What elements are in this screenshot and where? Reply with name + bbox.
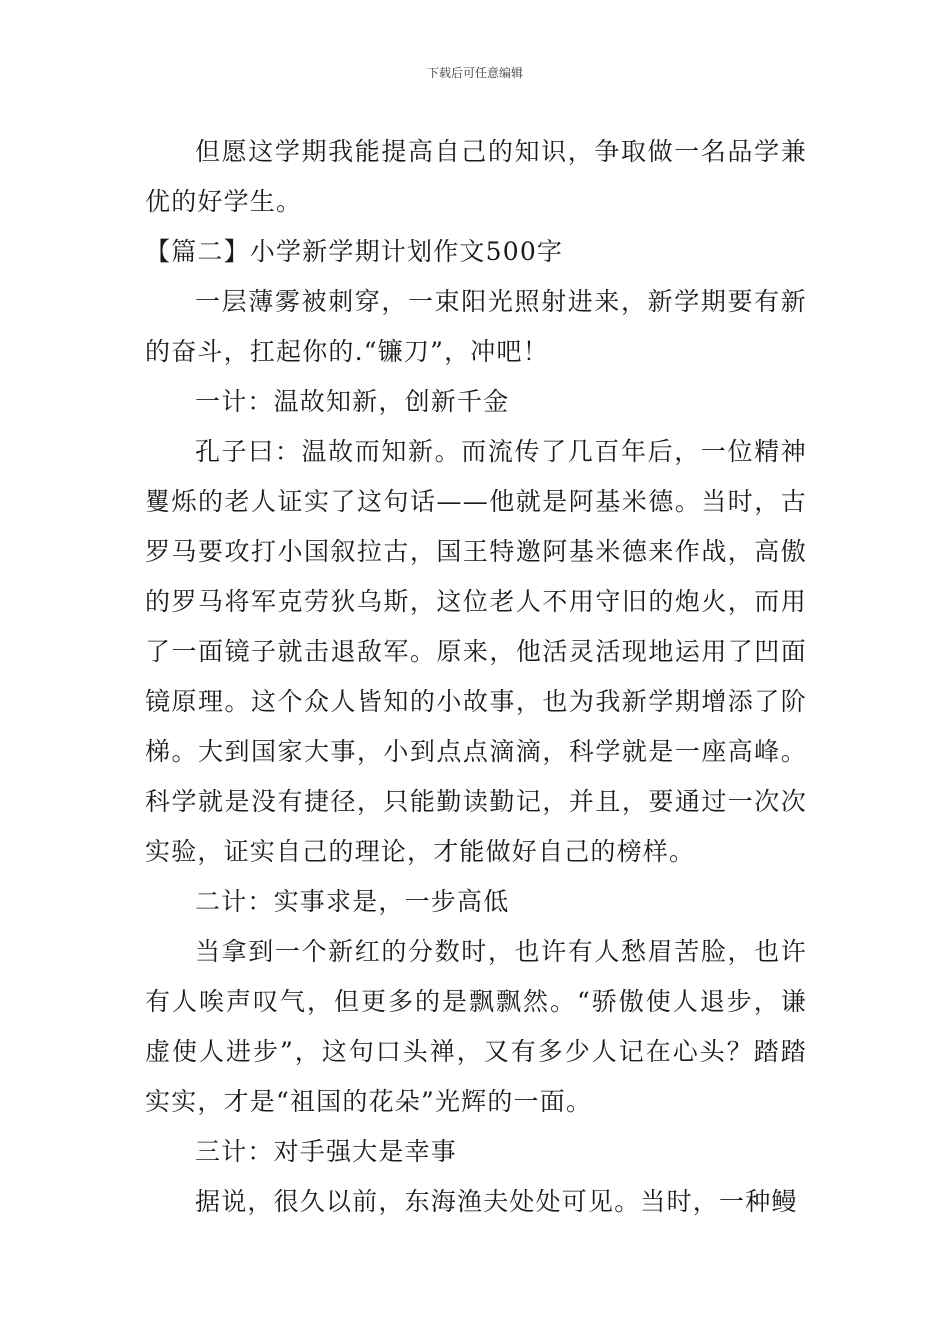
- paragraph-plan-1: 孔子曰：温故而知新。而流传了几百年后，一位精神矍烁的老人证实了这句话——他就是阿基米德。当时，古罗马要攻打小国叙拉古，国王特邀阿基米德来作战，高傲的罗马将军克劳狄乌斯，这位老人不用守旧的炮火，而用了一面镜子就击退敌军。原来，他活灵活现地运用了凹面镜原理。这个众人皆知的小故事，也为我新学期增添了阶梯。大到国家大事，小到点点滴滴，科学就是一座高峰。科学就是没有捷径，只能勤读勤记，并且，要通过一次次实验，证实自己的理论，才能做好自己的榜样。: [145, 437, 807, 866]
- page-header-note: 下载后可任意编辑: [426, 66, 523, 80]
- paragraph-plan-3: 据说，很久以前，东海渔夫处处可见。当时，一种鳗: [195, 1187, 798, 1216]
- subheading-plan-3: 三计：对手强大是幸事: [195, 1137, 458, 1166]
- subheading-plan-1: 一计：温故知新，创新千金: [195, 387, 510, 416]
- paragraph-closing: 但愿这学期我能提高自己的知识，争取做一名品学兼优的好学生。: [145, 137, 807, 216]
- paragraph-plan-2: 当拿到一个新红的分数时，也许有人愁眉苦脸，也许有人唉声叹气，但更多的是飘飘然。“骄傲使人退步，谦虚使人进步”，这句口头禅，又有多少人记在心头？踏踏实实，才是“祖国的花朵”光辉的一面。: [145, 937, 807, 1116]
- document-body: [145, 127, 807, 1227]
- section-heading: 【篇二】小学新学期计划作文500字: [145, 237, 564, 266]
- subheading-plan-2: 二计：实事求是，一步高低: [195, 887, 510, 916]
- paragraph-intro: 一层薄雾被刺穿，一束阳光照射进来，新学期要有新的奋斗，扛起你的.“镰刀”，冲吧！: [145, 287, 807, 366]
